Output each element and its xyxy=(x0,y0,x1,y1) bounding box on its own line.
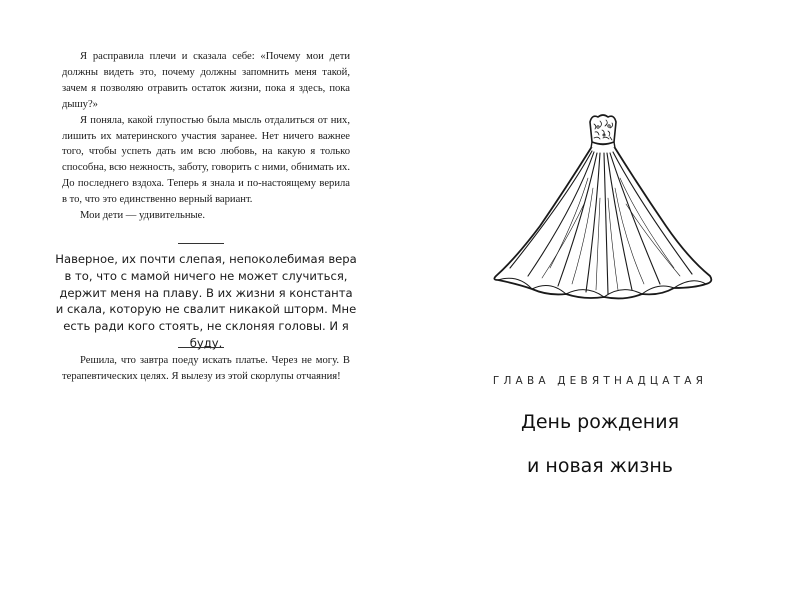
paragraph-2: Я поняла, какой глупостью была мысль отдалиться от них, лишить их материнского участия заранее. Нет ничего важнее того, чтобы успеть дать им всю любовь, на какую я только способна, всю нежность, заботу, говорить с ними, обнимать их. До последнего вздоха. Теперь я знала и по-настоящему верила в то, что это единственно верный вариант. xyxy=(62,114,350,206)
body-text-bottom xyxy=(62,353,350,385)
pull-quote: Наверное, их почти слепая, непоколебимая вера в то, что с мамой ничего не может случиться, держит меня на плаву. В их жизни я константа и скала, которую не свалит никакой шторм. Мне есть ради кого стоять, не склоняя головы. И я буду. xyxy=(55,252,357,350)
ball-gown-illustration xyxy=(488,108,718,313)
paragraph-closing: Решила, что завтра поеду искать платье. Через не могу. В терапевтических целях. Я вылезу из этой скорлупы отчаяния! xyxy=(62,355,350,382)
right-page xyxy=(400,0,800,596)
paragraph-1: Я расправила плечи и сказала себе: «Почему мои дети должны видеть это, почему должны запомнить меня такой, зачем я позволяю отравить остаток жизни, пока я здесь, пока дышу?» xyxy=(62,51,350,110)
chapter-label: ГЛАВА ДЕВЯТНАДЦАТАЯ xyxy=(492,375,708,387)
quote-divider-bottom xyxy=(178,347,224,348)
chapter-title-line-2: и новая жизнь xyxy=(527,455,673,477)
chapter-title-line-1: День рождения xyxy=(520,411,680,433)
body-text-top xyxy=(62,49,350,224)
paragraph-3: Мои дети — удивительные. xyxy=(80,210,205,222)
quote-divider-top xyxy=(178,243,224,244)
